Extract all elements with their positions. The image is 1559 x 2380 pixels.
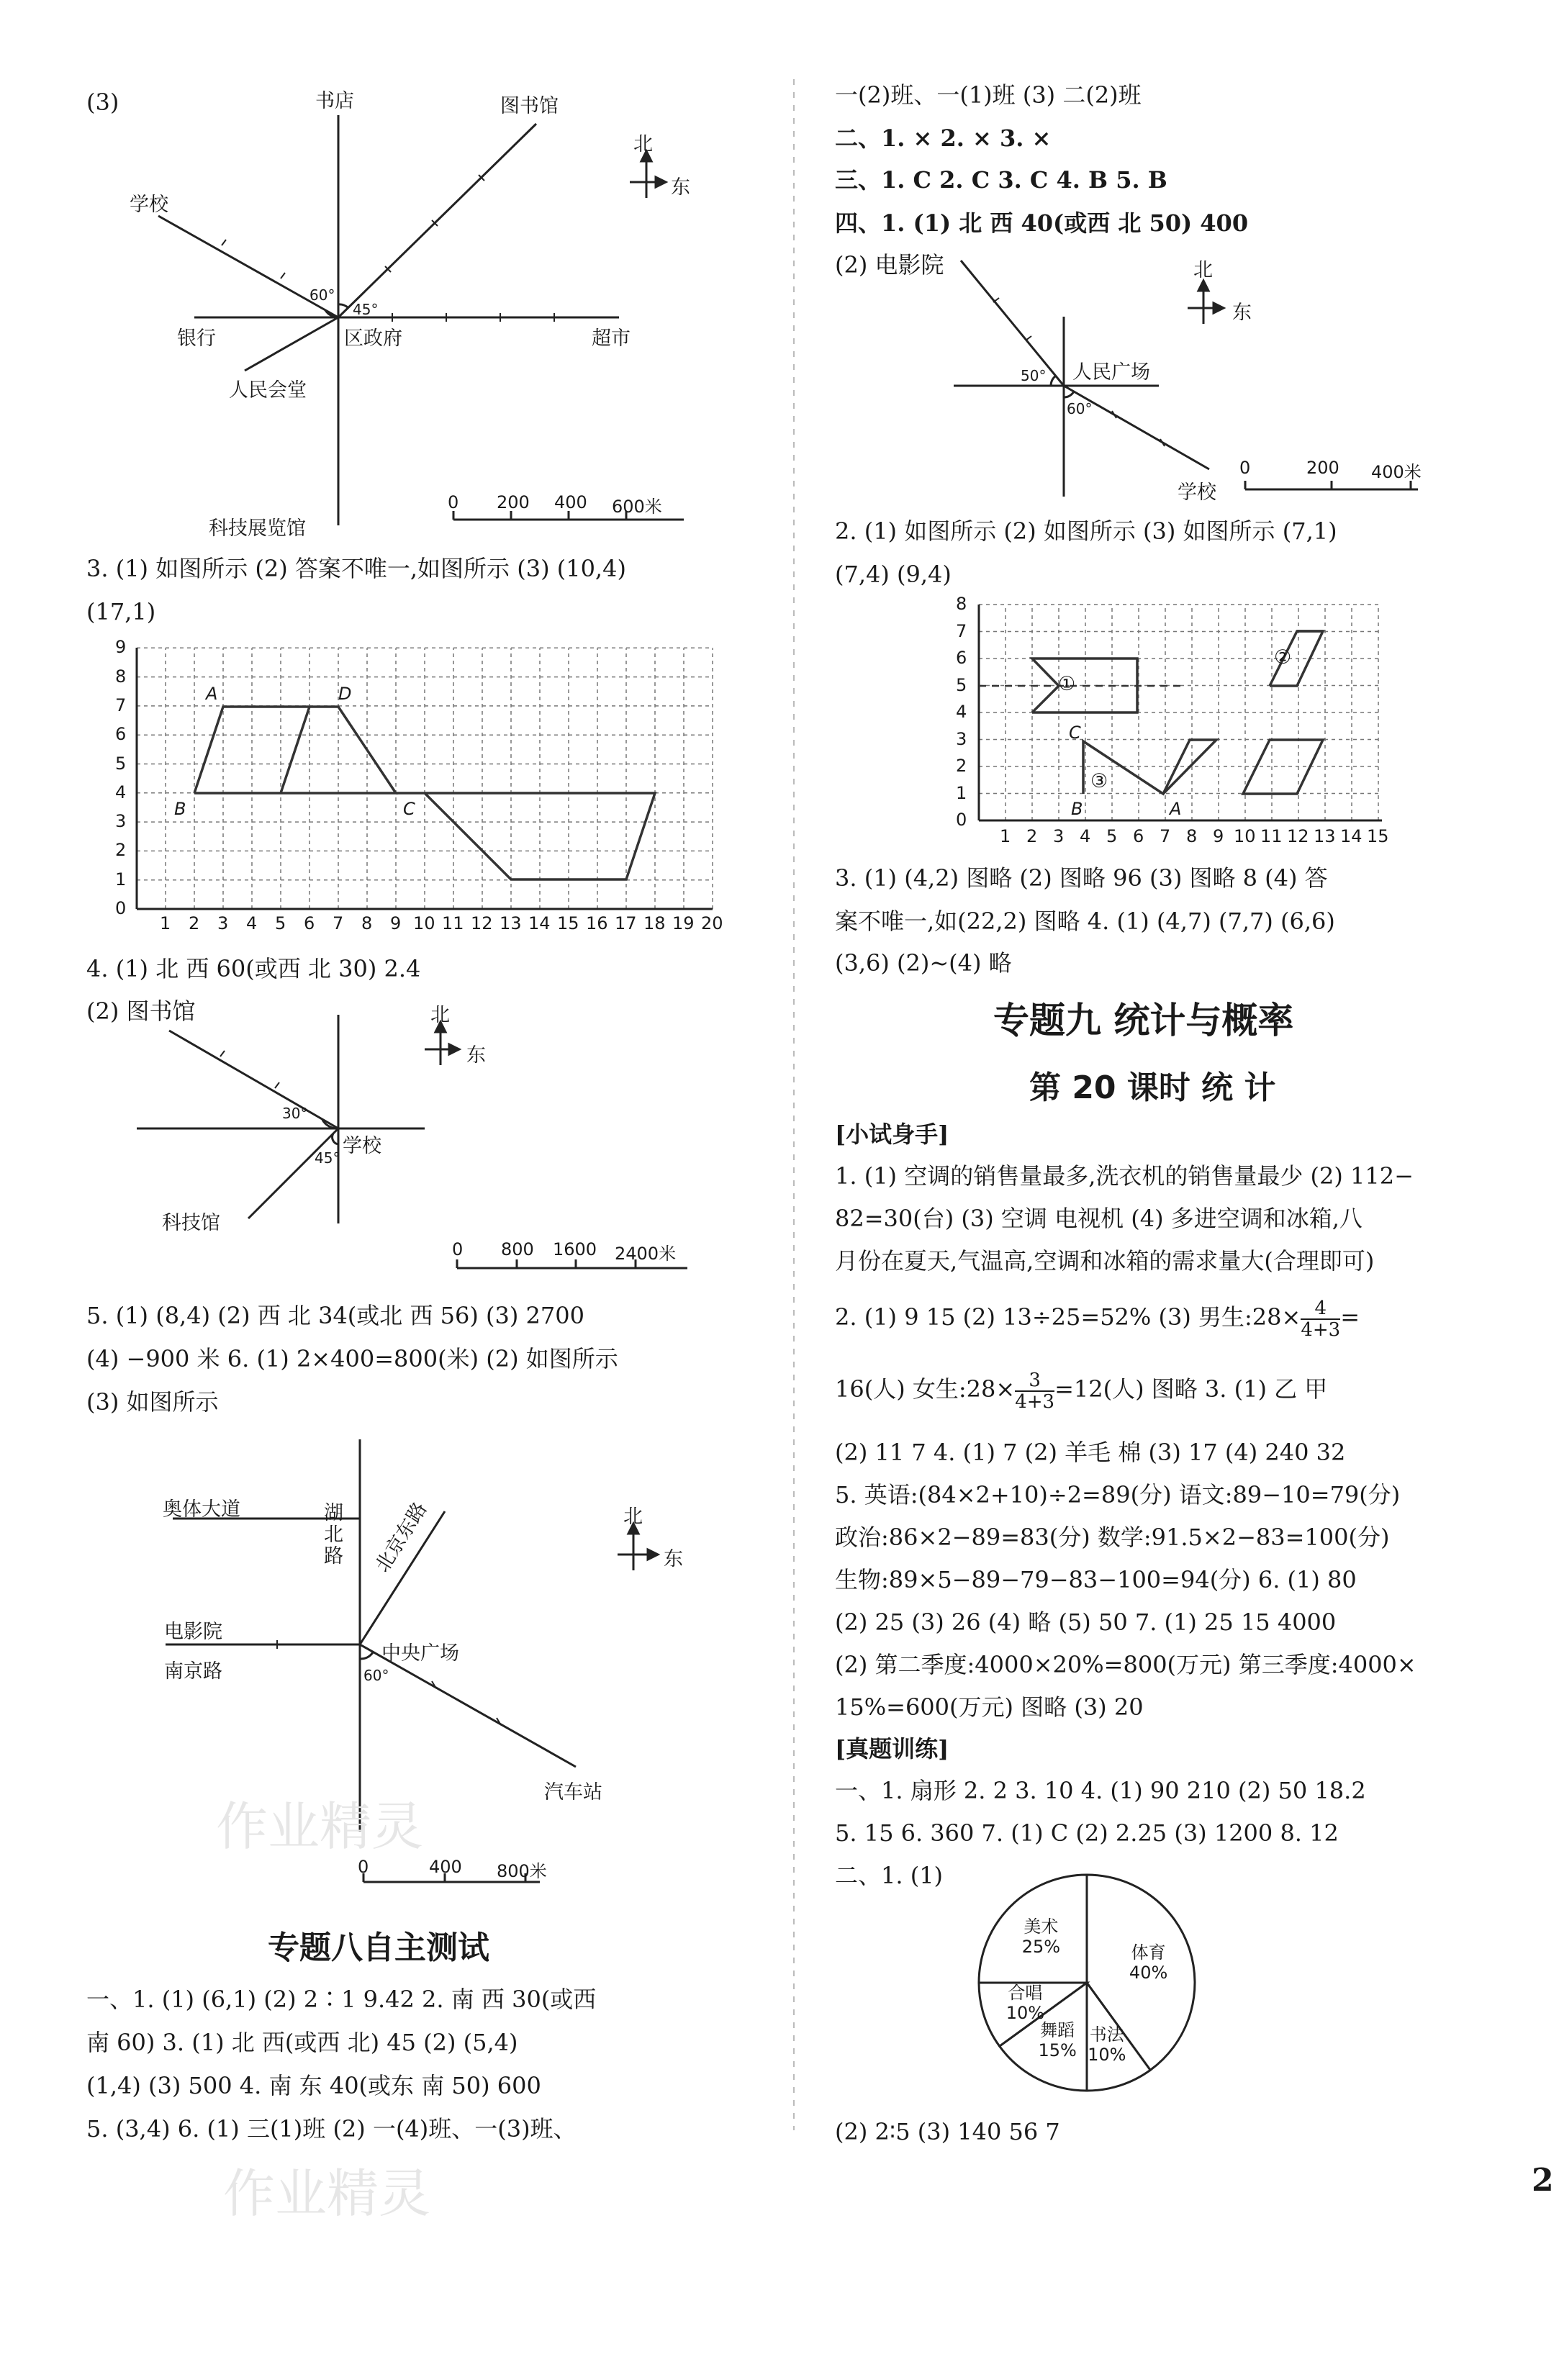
grid1-xtick: 14: [528, 913, 551, 933]
grid2-xtick: 12: [1287, 826, 1309, 846]
s1-line7: 5. 英语:(84×2+10)÷2=89(分) 语文:89−10=79(分): [835, 1481, 1401, 1508]
test-line2: 南 60) 3. (1) 北 西(或西 北) 45 (2) (5,4): [86, 2029, 518, 2056]
grid1-ytick: 6: [115, 724, 127, 745]
grid1-ytick: 7: [115, 694, 127, 715]
grid1-xtick: 16: [586, 913, 608, 933]
map1-scale-400: 400: [554, 492, 587, 512]
watermark-logo: 作业精灵: [223, 2163, 431, 2224]
page-number: 2: [1532, 2162, 1554, 2199]
map4-school: 学校: [1178, 481, 1216, 504]
grid2-xtick: 3: [1053, 826, 1065, 846]
pie-label-2: [1031, 2020, 1083, 2060]
grid2-ytick: 1: [956, 782, 967, 803]
grid2-shape-1: ①: [1058, 673, 1076, 695]
map4-scale-400: 400米: [1371, 462, 1422, 482]
s1-line1: 1. (1) 空调的销售量最多,洗衣机的销售量最少 (2) 112−: [835, 1162, 1414, 1190]
map1-scale-0: 0: [448, 492, 459, 512]
grid2-diagram: [0, 0, 1559, 849]
map3-north: 北: [623, 1506, 643, 1528]
grid1-xtick: 10: [413, 913, 435, 933]
pie-label-4: [1015, 1917, 1067, 1957]
map3-scale-0: 0: [358, 1857, 369, 1877]
grid1-xtick: 12: [471, 913, 493, 933]
grid1-xtick: 7: [333, 913, 344, 933]
s1-line2: 82=30(台) (3) 空调 电视机 (4) 多进空调和冰箱,八: [835, 1205, 1363, 1232]
map3-scale-800: 800米: [497, 1861, 547, 1881]
grid1-xtick: 4: [246, 913, 258, 933]
grid2-ytick: 0: [956, 810, 967, 830]
map2-north: 北: [430, 1004, 450, 1026]
grid2-xtick: 9: [1213, 826, 1224, 846]
grid2-ytick: 8: [956, 594, 967, 614]
s2-last: (2) 2∶5 (3) 140 56 7: [835, 2118, 1060, 2145]
grid1-point-D: D: [338, 684, 352, 704]
grid1-xtick: 5: [275, 913, 286, 933]
map1-east: 东: [671, 176, 690, 199]
grid1-xtick: 2: [189, 913, 200, 933]
map3-nanjing: 南京路: [164, 1660, 222, 1683]
grid1-ytick: 4: [115, 782, 127, 802]
right-q2-line1: 2. (1) 如图所示 (2) 如图所示 (3) 如图所示 (7,1): [835, 517, 1337, 545]
map2-scale-2400: 2400米: [615, 1244, 677, 1264]
grid2-xtick: 8: [1186, 826, 1198, 846]
map4-angle-50: 50°: [1021, 367, 1047, 384]
map1-bookstore: 书店: [315, 90, 354, 112]
grid2-ytick: 2: [956, 756, 967, 776]
map1-angle-45: 45°: [353, 301, 379, 318]
map1-hall: 人民会堂: [229, 379, 307, 402]
grid1-xtick: 11: [442, 913, 464, 933]
s1-line5: 16(人) 女生:28× $\frac{3}{4+3}$ =12(人) 图略 3. (1) 乙 甲: [835, 1369, 1328, 1413]
pie-label-category: 美术: [1023, 1917, 1059, 1937]
grid2-xtick: 7: [1160, 826, 1171, 846]
grid1-ytick: 1: [115, 869, 127, 890]
pie-label-percent: 15%: [1038, 2040, 1077, 2061]
pie-label-percent: 40%: [1129, 1963, 1168, 1983]
grid2-ytick: 3: [956, 728, 967, 749]
map2-angle-45: 45°: [315, 1149, 340, 1167]
grid2-xtick: 15: [1367, 826, 1389, 846]
grid1-xtick: 18: [643, 913, 666, 933]
s1-line10: (2) 25 (3) 26 (4) 略 (5) 50 7. (1) 25 15 4000: [835, 1608, 1337, 1636]
s2-line3: 二、1. (1): [835, 1862, 944, 1889]
right-top-line1: 一(2)班、一(1)班 (3) 二(2)班: [835, 81, 1142, 109]
map1-district: 区政府: [344, 327, 402, 350]
left-q3-line2: (17,1): [86, 598, 156, 625]
right-q3-line1: 3. (1) (4,2) 图略 (2) 图略 96 (3) 图略 8 (4) 答: [835, 864, 1328, 892]
s2-line2: 5. 15 6. 360 7. (1) C (2) 2.25 (3) 1200 8. 12: [835, 1819, 1339, 1847]
map1-label: (3): [86, 89, 119, 116]
grid2-point-C: C: [1069, 723, 1081, 743]
grid2-xtick: 5: [1106, 826, 1118, 846]
s1-line8: 政治:86×2−89=83(分) 数学:91.5×2−83=100(分): [835, 1524, 1390, 1551]
map2-scale-800: 800: [501, 1239, 534, 1259]
lesson-title: 第 20 课时 统 计: [1029, 1069, 1276, 1106]
map1-scale-200: 200: [497, 492, 530, 512]
pie-label-percent: 10%: [1088, 2044, 1126, 2065]
grid2-ytick: 4: [956, 702, 967, 722]
grid2-xtick: 1: [1000, 826, 1011, 846]
map2-angle-30: 30°: [282, 1105, 308, 1122]
map3-bus: 汽车站: [544, 1781, 602, 1804]
right-q3-line2: 案不唯一,如(22,2) 图略 4. (1) (4,7) (7,7) (6,6): [835, 908, 1335, 935]
fraction-3-7: $\frac{3}{4+3}$: [1015, 1369, 1055, 1413]
pie-label-percent: 25%: [1021, 1937, 1061, 1958]
self-test-title: 专题八自主测试: [268, 1929, 489, 1966]
grid1-xtick: 13: [500, 913, 522, 933]
s1-line3: 月份在夏天,气温高,空调和冰箱的需求量大(合理即可): [835, 1247, 1375, 1275]
pie-label-3: [999, 1983, 1051, 2023]
chapter-title: 专题九 统计与概率: [993, 1000, 1294, 1041]
grid1-ytick: 5: [115, 753, 127, 774]
pie-label-0: [1123, 1942, 1175, 1983]
right-top-line4: 四、1. (1) 北 西 40(或西 北 50) 400: [835, 209, 1249, 237]
map2-east: 东: [466, 1044, 486, 1067]
map1-library: 图书馆: [500, 95, 559, 117]
map3-hubei: 湖北路: [324, 1502, 343, 1567]
grid1-xtick: 3: [217, 913, 229, 933]
grid2-xtick: 2: [1026, 826, 1038, 846]
map1-museum: 科技展览馆: [209, 517, 306, 540]
left-q5-line2: (4) −900 米 6. (1) 2×400=800(米) (2) 如图所示: [86, 1345, 618, 1372]
map2-scale-0: 0: [452, 1239, 464, 1259]
map4-scale-200: 200: [1306, 458, 1339, 478]
map3-angle-60: 60°: [363, 1667, 389, 1684]
section-try: [小试身手]: [835, 1121, 949, 1148]
map2-science: 科技馆: [162, 1212, 220, 1234]
s1-line12: 15%=600(万元) 图略 (3) 20: [835, 1693, 1144, 1721]
map1-supermarket: 超市: [592, 327, 631, 350]
map3-square: 中央广场: [381, 1642, 459, 1665]
map3-olympic: 奥体大道: [163, 1498, 240, 1521]
map4-square: 人民广场: [1072, 361, 1150, 384]
right-q2-line2: (7,4) (9,4): [835, 561, 952, 588]
section-real: [真题训练]: [835, 1735, 949, 1763]
grid1-xtick: 1: [160, 913, 171, 933]
map1-scale-600: 600米: [612, 497, 662, 517]
watermark-logo: 作业精灵: [216, 1796, 424, 1857]
grid2-shape-3: ③: [1090, 770, 1108, 792]
test-line3: (1,4) (3) 500 4. 南 东 40(或东 南 50) 600: [86, 2072, 541, 2099]
grid2-xtick: 10: [1234, 826, 1256, 846]
pie-label-category: 合唱: [1008, 1982, 1043, 2003]
right-q3-line3: (3,6) (2)~(4) 略: [835, 949, 1012, 977]
left-q3-line1: 3. (1) 如图所示 (2) 答案不唯一,如图所示 (3) (10,4): [86, 555, 626, 582]
test-line1: 一、1. (1) (6,1) (2) 2∶1 9.42 2. 南 西 30(或西: [86, 1986, 597, 2013]
left-q5-line3: (3) 如图所示: [86, 1388, 219, 1416]
pie-label-category: 体育: [1131, 1942, 1166, 1963]
grid2-xtick: 4: [1080, 826, 1091, 846]
map4-north: 北: [1193, 259, 1213, 281]
grid1-xtick: 8: [361, 913, 373, 933]
grid1-xtick: 19: [672, 913, 695, 933]
grid1-xtick: 20: [701, 913, 723, 933]
map1-north: 北: [633, 133, 653, 155]
s1-line9: 生物:89×5−89−79−83−100=94(分) 6. (1) 80: [835, 1566, 1357, 1593]
grid1-xtick: 17: [615, 913, 637, 933]
grid1-ytick: 8: [115, 666, 127, 687]
s1-line6: (2) 11 7 4. (1) 7 (2) 羊毛 棉 (3) 17 (4) 240 32: [835, 1439, 1346, 1466]
s2-line1: 一、1. 扇形 2. 2 3. 10 4. (1) 90 210 (2) 50 18.2: [835, 1777, 1366, 1804]
grid2-ytick: 5: [956, 674, 967, 695]
map3-east: 东: [664, 1548, 683, 1570]
grid2-ytick: 7: [956, 620, 967, 641]
right-top-line2: 二、1. × 2. × 3. ×: [835, 125, 1052, 152]
map4-label: (2) 电影院: [835, 251, 944, 279]
pie-label-percent: 10%: [1006, 2002, 1045, 2023]
right-top-line3: 三、1. C 2. C 3. C 4. B 5. B: [835, 166, 1167, 194]
grid1-xtick: 6: [304, 913, 315, 933]
pie-label-category: 书法: [1089, 2024, 1124, 2045]
map2-label: (2) 图书馆: [86, 997, 196, 1025]
grid1-point-B: B: [174, 799, 186, 819]
grid2-shape-2: ②: [1274, 646, 1292, 669]
map3-cinema: 电影院: [164, 1621, 222, 1643]
pie-label-1: [1081, 2024, 1133, 2065]
left-q4-line1: 4. (1) 北 西 60(或西 北 30) 2.4: [86, 955, 421, 982]
grid1-point-C: C: [403, 799, 415, 819]
left-q5-line1: 5. (1) (8,4) (2) 西 北 34(或北 西 56) (3) 2700: [86, 1302, 584, 1329]
grid1-xtick: 9: [390, 913, 402, 933]
map4-angle-60: 60°: [1067, 400, 1093, 417]
grid1-ytick: 2: [115, 840, 127, 861]
map3-beijing-east: 北京东路: [371, 1498, 432, 1577]
map2-scale-1600: 1600: [553, 1239, 597, 1259]
grid1-xtick: 15: [557, 913, 579, 933]
map4-scale-0: 0: [1239, 458, 1251, 478]
grid1-ytick: 9: [115, 637, 127, 658]
grid1-point-A: A: [206, 684, 218, 704]
s1-line4: 2. (1) 9 15 (2) 13÷25=52% (3) 男生:28× $\frac{4}{4+3}$ =: [835, 1297, 1360, 1341]
grid2-point-A: A: [1170, 799, 1182, 819]
grid1-ytick: 3: [115, 811, 127, 832]
s1-line11: (2) 第二季度:4000×20%=800(万元) 第三季度:4000×: [835, 1651, 1416, 1678]
grid2-xtick: 11: [1260, 826, 1283, 846]
grid1-ytick: 0: [115, 898, 127, 918]
map4-east: 东: [1232, 302, 1252, 324]
map1-angle-60: 60°: [309, 286, 335, 304]
grid2-xtick: 13: [1314, 826, 1336, 846]
grid2-xtick: 6: [1133, 826, 1144, 846]
grid2-xtick: 14: [1340, 826, 1363, 846]
pie-label-category: 舞蹈: [1040, 2020, 1075, 2041]
test-line4: 5. (3,4) 6. (1) 三(1)班 (2) 一(4)班、一(3)班、: [86, 2115, 577, 2143]
map2-school: 学校: [343, 1135, 381, 1157]
grid2-ytick: 6: [956, 648, 967, 668]
map3-scale-400: 400: [429, 1857, 462, 1877]
map1-bank: 银行: [177, 327, 216, 350]
fraction-4-7: $\frac{4}{4+3}$: [1301, 1297, 1341, 1341]
map1-school: 学校: [130, 194, 168, 216]
grid2-point-B: B: [1071, 799, 1083, 819]
